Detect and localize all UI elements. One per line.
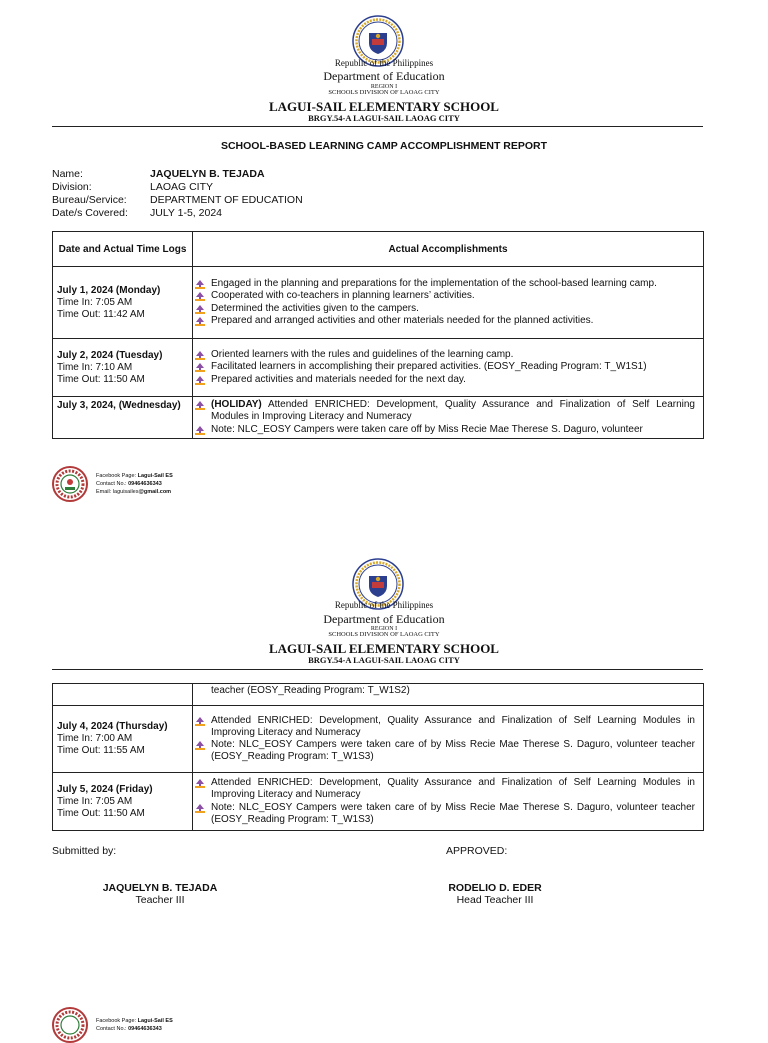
header-rule xyxy=(52,126,703,127)
header-region: REGION I xyxy=(370,84,398,90)
info-row-name xyxy=(52,168,303,181)
header-school: LAGUI-SAIL ELEMENTARY SCHOOL xyxy=(269,99,499,114)
header-division: SCHOOLS DIVISION OF LAOAG CITY xyxy=(328,89,440,96)
accomplishment-cell xyxy=(193,684,704,706)
accomplishment-cell xyxy=(193,267,704,339)
list-item: Attended ENRICHED: Development, Quality Assurance and Finalization of Self Learning Modules in Improving Literacy and Numeracy xyxy=(211,715,695,739)
row-time-in: Time In: 7:10 AM xyxy=(57,361,133,373)
document-page-2 xyxy=(0,540,768,1032)
school-logo-icon xyxy=(52,1007,88,1043)
info-row-dates xyxy=(52,207,303,220)
accomplishment-table xyxy=(52,231,704,439)
bullet-arrow-icon xyxy=(195,779,205,788)
list-item: Note: NLC_EOSY Campers were taken care of by Miss Recie Mae Therese S. Daguro, volunteer teacher (EOSY_Reading Program: T_W1S3) xyxy=(211,739,695,763)
page-footer xyxy=(52,1007,173,1043)
bullet-arrow-icon xyxy=(195,401,205,410)
row-date: July 3, 2024, (Wednesday) xyxy=(57,400,181,411)
bullet-arrow-icon xyxy=(195,741,205,750)
list-item: Prepared and arranged activities and other materials needed for the planned activities. xyxy=(211,315,695,327)
bullet-arrow-icon xyxy=(195,351,205,360)
list-item: Engaged in the planning and preparations for the implementation of the school-based learning camp. xyxy=(211,278,695,290)
info-label: Name: xyxy=(52,168,83,180)
bullet-arrow-icon xyxy=(195,376,205,385)
date-cell xyxy=(53,397,193,439)
bullet-arrow-icon xyxy=(195,363,205,372)
row-time-out: Time Out: 11:42 AM xyxy=(57,308,145,320)
row-date: July 2, 2024 (Tuesday) xyxy=(57,349,163,361)
approver-signature xyxy=(446,882,544,906)
list-item: Attended ENRICHED: Development, Quality Assurance and Finalization of Self Learning Modules in Improving Literacy and Numeracy xyxy=(211,777,695,801)
submitted-label: Submitted by: xyxy=(52,845,117,857)
approver-name: RODELIO D. EDER xyxy=(448,882,542,894)
list-item-continuation: teacher (EOSY_Reading Program: T_W1S2) xyxy=(211,685,410,696)
bullet-arrow-icon xyxy=(195,292,205,301)
submitter-title: Teacher III xyxy=(135,894,185,906)
footer-facebook: Facebook Page: Lagui-Sail ES xyxy=(96,473,173,479)
table-row xyxy=(53,706,704,773)
info-value: LAOAG CITY xyxy=(150,181,214,193)
header-division: SCHOOLS DIVISION OF LAOAG CITY xyxy=(328,631,440,638)
accomplishment-cell xyxy=(193,773,704,831)
row-time-in: Time In: 7:05 AM xyxy=(57,296,133,308)
list-item: Determined the activities given to the campers. xyxy=(211,303,695,315)
row-date: July 1, 2024 (Monday) xyxy=(57,284,161,296)
accomplishment-table-continued xyxy=(52,683,704,831)
list-item: Facilitated learners in accomplishing their prepared activities. (EOSY_Reading Program: T_W1S1) xyxy=(211,361,695,373)
table-row xyxy=(53,267,704,339)
info-value: JULY 1-5, 2024 xyxy=(150,207,222,219)
footer-contact xyxy=(96,1017,173,1033)
header-republic: Republic of the Philippines xyxy=(334,58,434,68)
header-school: LAGUI-SAIL ELEMENTARY SCHOOL xyxy=(269,641,499,656)
table-row xyxy=(53,397,704,439)
school-logo-icon xyxy=(52,466,88,502)
footer-email: Email: laguisailes@gmail.com xyxy=(96,489,172,495)
row-time-out: Time Out: 11:50 AM xyxy=(57,373,145,385)
accomplishment-cell xyxy=(193,397,704,439)
footer-phone: Contact No.: 09464636343 xyxy=(96,481,162,487)
bullet-arrow-icon xyxy=(195,305,205,314)
info-row-division xyxy=(52,181,303,194)
bullet-arrow-icon xyxy=(195,280,205,289)
info-row-bureau xyxy=(52,194,303,207)
table-row xyxy=(53,684,704,706)
header-address: BRGY.54-A LAGUI-SAIL LAOAG CITY xyxy=(308,113,460,123)
row-date: July 4, 2024 (Thursday) xyxy=(57,721,168,732)
header-department: Department of Education xyxy=(323,612,445,626)
accomplishment-cell xyxy=(193,706,704,773)
table-header-row xyxy=(53,232,704,267)
header-region: REGION I xyxy=(370,626,398,632)
list-item: Oriented learners with the rules and guidelines of the learning camp. xyxy=(211,349,695,361)
info-label: Date/s Covered: xyxy=(52,207,128,219)
row-time-out: Time Out: 11:50 AM xyxy=(57,807,145,819)
holiday-label: (HOLIDAY) xyxy=(211,399,262,411)
header-republic: Republic of the Philippines xyxy=(334,600,434,610)
date-cell xyxy=(53,706,193,773)
table-row xyxy=(53,773,704,831)
footer-facebook: Facebook Page: Lagui-Sail ES xyxy=(96,1018,173,1024)
list-item: Cooperated with co-teachers in planning learners’ activities. xyxy=(211,290,695,302)
bullet-arrow-icon xyxy=(195,426,205,435)
report-title: SCHOOL-BASED LEARNING CAMP ACCOMPLISHMENT REPORT xyxy=(220,140,548,152)
header-department: Department of Education xyxy=(323,69,445,83)
list-item: Note: NLC_EOSY Campers were taken care off by Miss Recie Mae Therese S. Daguro, volunteer xyxy=(211,424,695,436)
header-address: BRGY.54-A LAGUI-SAIL LAOAG CITY xyxy=(308,655,460,665)
row-time-in: Time In: 7:05 AM xyxy=(57,795,133,807)
info-value: DEPARTMENT OF EDUCATION xyxy=(150,194,303,206)
list-item: (HOLIDAY) Attended ENRICHED: Development, Quality Assurance and Finalization of Self Learning Modules in Improving Literacy and Numeracy xyxy=(211,399,695,423)
header-rule xyxy=(52,669,703,670)
info-label: Bureau/Service: xyxy=(52,194,127,206)
footer-contact xyxy=(96,472,173,496)
approver-title: Head Teacher III xyxy=(456,894,534,906)
row-time-out: Time Out: 11:55 AM xyxy=(57,745,145,756)
bullet-arrow-icon xyxy=(195,717,205,726)
approved-label: APPROVED: xyxy=(446,845,508,857)
row-time-in: Time In: 7:00 AM xyxy=(57,733,133,744)
accomplishment-cell xyxy=(193,339,704,397)
date-cell xyxy=(53,339,193,397)
bullet-arrow-icon xyxy=(195,317,205,326)
footer-phone: Contact No.: 09464636343 xyxy=(96,1026,162,1032)
info-label: Division: xyxy=(52,181,92,193)
row-date: July 5, 2024 (Friday) xyxy=(57,783,153,795)
bullet-arrow-icon xyxy=(195,804,205,813)
report-info xyxy=(52,168,303,220)
date-cell xyxy=(53,684,193,706)
date-cell xyxy=(53,773,193,831)
submitter-name: JAQUELYN B. TEJADA xyxy=(102,882,218,894)
col-header-date: Date and Actual Time Logs xyxy=(53,232,193,267)
info-value: JAQUELYN B. TEJADA xyxy=(150,168,265,180)
table-row xyxy=(53,339,704,397)
col-header-accomplishments: Actual Accomplishments xyxy=(193,232,704,267)
date-cell xyxy=(53,267,193,339)
page-footer xyxy=(52,466,173,502)
list-item: Note: NLC_EOSY Campers were taken care of by Miss Recie Mae Therese S. Daguro, volunteer teacher (EOSY_Reading Program: T_W1S3) xyxy=(211,802,695,826)
submitter-signature xyxy=(100,882,220,906)
list-item: Prepared activities and materials needed for the next day. xyxy=(211,374,695,386)
